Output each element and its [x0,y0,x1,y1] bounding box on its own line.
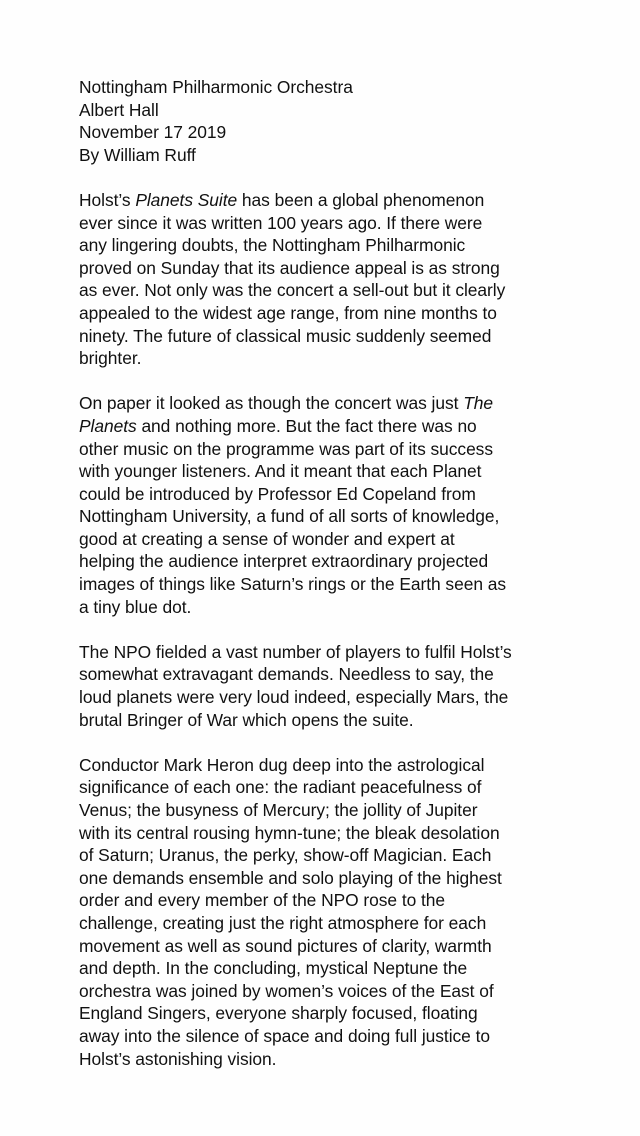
text-line [79,1048,599,1071]
text-run: other music on the programme was part of its success [79,438,493,459]
text-line [79,596,599,619]
text-line [79,957,599,980]
text-run: orchestra was joined by women’s voices of the East of [79,980,494,1001]
text-line [79,573,599,596]
text-run: loud planets were very loud indeed, especially Mars, the [79,687,509,708]
text-run: England Singers, everyone sharply focused, floating [79,1003,478,1024]
text-line [79,889,599,912]
text-line [79,912,599,935]
text-run: brutal Bringer of War which opens the suite. [79,709,414,730]
text-run: with younger listeners. And it meant that each Planet [79,461,482,482]
text-line [79,686,599,709]
paragraph-spacer [79,731,599,754]
text-line [79,844,599,867]
text-run: challenge, creating just the right atmosphere for each [79,912,487,933]
text-line [79,415,599,438]
review-header [79,76,599,166]
text-run: appealed to the widest age range, from nine months to [79,302,497,323]
paragraph-4 [79,754,599,1070]
paragraph-spacer [79,370,599,393]
text-run: On paper it looked as though the concert was just [79,393,464,414]
paragraph-spacer [79,618,599,641]
text-line [79,438,599,461]
text-run: as ever. Not only was the concert a sell-out but it clearly [79,280,506,301]
text-run: Conductor Mark Heron dug deep into the astrological [79,754,485,775]
author-byline: By William Ruff [79,144,196,165]
text-run: ever since it was written 100 years ago. If there were [79,212,483,233]
text-line [79,709,599,732]
text-line [79,234,599,257]
text-run: order and every member of the NPO rose to the [79,890,446,911]
text-line [79,483,599,506]
text-line [79,550,599,573]
text-line [79,257,599,280]
text-run: Holst’s astonishing vision. [79,1048,277,1069]
text-run: ninety. The future of classical music suddenly seemed [79,325,492,346]
text-run: one demands ensemble and solo playing of the highest [79,867,502,888]
text-line [79,325,599,348]
text-run: and depth. In the concluding, mystical Neptune the [79,958,468,979]
text-line [79,212,599,235]
text-line [79,302,599,325]
review-body [79,189,599,1070]
paragraph-2 [79,392,599,618]
text-run: somewhat extravagant demands. Needless to say, the [79,664,494,685]
text-run: movement as well as sound pictures of clarity, warmth [79,935,492,956]
text-line [79,663,599,686]
text-run: helping the audience interpret extraordinary projected [79,551,489,572]
italic-title: Planets [79,415,137,436]
text-run: has been a global phenomenon [237,189,485,210]
text-run: proved on Sunday that its audience appeal is as strong [79,257,500,278]
text-line [79,641,599,664]
text-line [79,1002,599,1025]
text-line [79,935,599,958]
italic-title: The [463,393,494,414]
text-run: good at creating a sense of wonder and expert at [79,528,455,549]
text-line [79,505,599,528]
text-line [79,279,599,302]
text-run: images of things like Saturn’s rings or the Earth seen as [79,574,506,595]
text-run: Venus; the busyness of Mercury; the jollity of Jupiter [79,800,478,820]
review-document [79,76,599,1070]
text-run: The NPO fielded a vast number of players to fulfil Holst’s [79,641,512,662]
text-run: a tiny blue dot. [79,596,192,617]
italic-title: Planets Suite [135,189,238,210]
text-line [79,528,599,551]
text-line [79,776,599,799]
text-line [79,1025,599,1048]
text-run: brighter. [79,348,142,369]
text-line [79,460,599,483]
text-run: Nottingham University, a fund of all sorts of knowledge, [79,506,500,527]
text-run: Holst’s [79,189,136,210]
text-line [79,822,599,845]
paragraph-spacer [79,166,599,189]
text-run: of Saturn; Uranus, the perky, show-off Magician. Each [79,845,492,866]
text-line [79,392,599,415]
text-line [79,754,599,777]
paragraph-3 [79,641,599,731]
text-run: any lingering doubts, the Nottingham Philharmonic [79,235,466,256]
text-line [79,980,599,1003]
text-run: away into the silence of space and doing full justice to [79,1025,490,1046]
text-run: significance of each one: the radiant peacefulness of [79,777,482,798]
text-line [79,189,599,212]
text-line [79,867,599,890]
text-run: could be introduced by Professor Ed Copeland from [79,483,476,504]
text-run: with its central rousing hymn-tune; the bleak desolation [79,822,500,843]
text-run: and nothing more. But the fact there was no [136,415,477,436]
text-line [79,347,599,370]
orchestra-name: Nottingham Philharmonic Orchestra [79,77,353,97]
venue-name: Albert Hall [79,99,159,120]
paragraph-1 [79,189,599,370]
text-line [79,799,599,822]
concert-date: November 17 2019 [79,122,227,143]
